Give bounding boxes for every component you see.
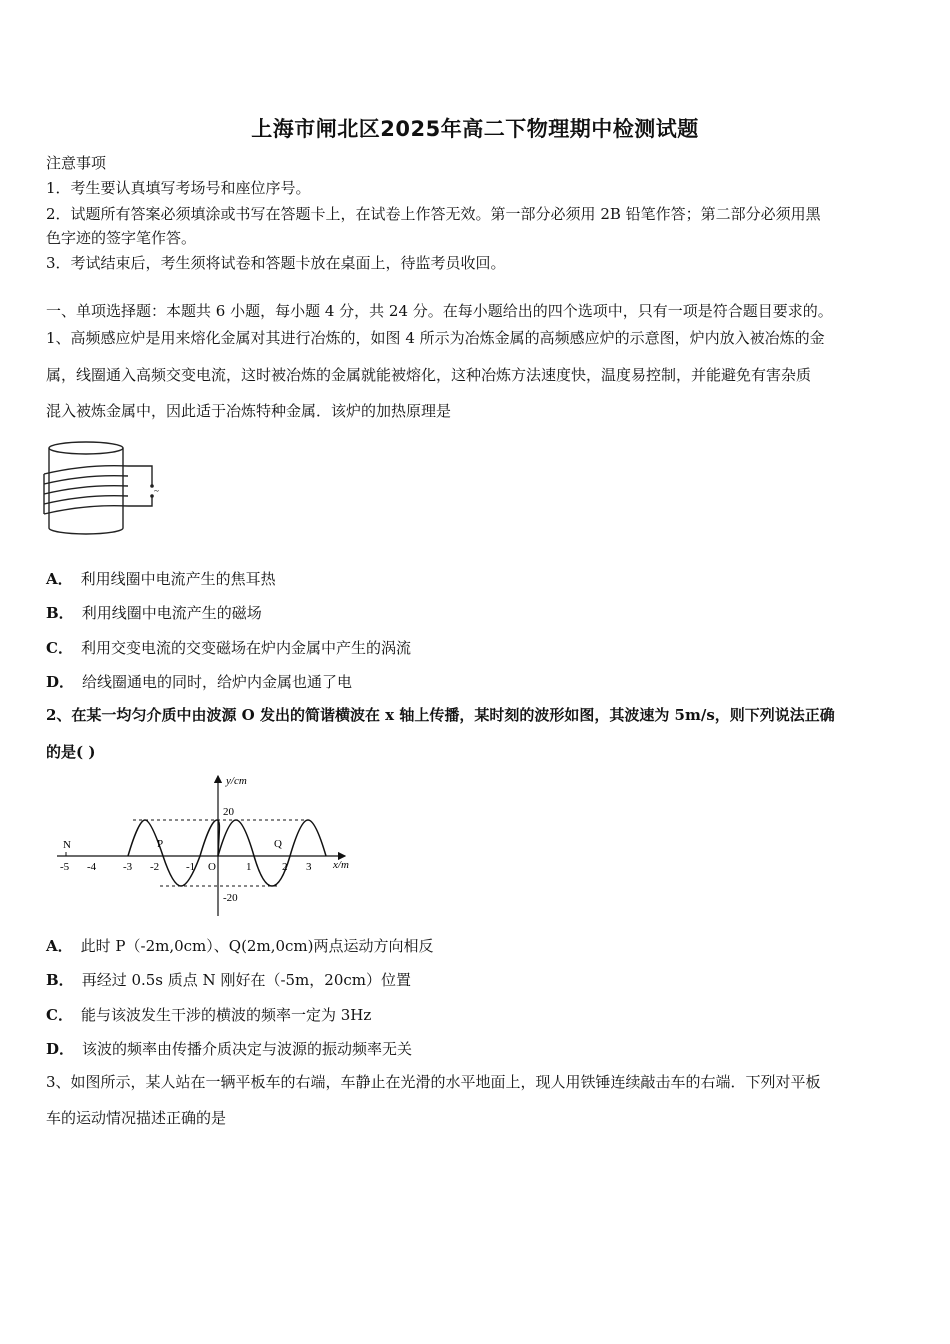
question-1-text: 混入被炼金属中，因此适于冶炼特种金属．该炉的加热原理是 <box>46 402 452 420</box>
amplitude-label: 20 <box>223 806 234 818</box>
option-c: C． 利用交变电流的交变磁场在炉内金属中产生的涡流 <box>46 639 411 657</box>
page-title: 上海市闸北区2025年高二下物理期中检测试题 <box>251 117 699 141</box>
question-2-text: 的是( ) <box>46 743 96 761</box>
option-d: D． 该波的频率由传播介质决定与波源的振动频率无关 <box>46 1040 413 1058</box>
x-tick: -1 <box>186 861 196 873</box>
x-tick: -4 <box>87 861 97 873</box>
option-c: C． 能与该波发生干涉的横波的频率一定为 3Hz <box>46 1006 372 1024</box>
x-tick: 1 <box>246 861 252 873</box>
option-d: D． 给线圈通电的同时，给炉内金属也通了电 <box>46 673 353 691</box>
x-tick: -3 <box>123 861 133 873</box>
notice-item: 1．考生要认真填写考场号和座位序号。 <box>46 179 311 197</box>
option-b: B． 利用线圈中电流产生的磁场 <box>46 604 262 622</box>
notice-item: 2．试题所有答案必须填涂或书写在答题卡上，在试卷上作答无效。第一部分必须用 2B 铅笔作答；第二部分必须用黑 <box>46 205 821 223</box>
x-tick: 3 <box>306 861 312 873</box>
question-3-text: 车的运动情况描述正确的是 <box>46 1109 227 1127</box>
notice-item: 色字迹的签字笔作答。 <box>46 229 197 247</box>
question-2-text: 2、在某一均匀介质中由波源 O 发出的简谐横波在 x 轴上传播，某时刻的波形如图，其波速为 5m/s，则下列说法正确 <box>46 706 835 724</box>
x-tick: O <box>208 861 216 873</box>
question-3-text: 3、如图所示，某人站在一辆平板车的右端，车静止在光滑的水平地面上，现人用铁锤连续敲击车的右端．下列对平板 <box>46 1073 821 1091</box>
question-1-text: 属，线圈通入高频交变电流，这时被冶炼的金属就能被熔化，这种冶炼方法速度快，温度易控制，并能避免有害杂质 <box>46 366 812 384</box>
point-label-q: Q <box>274 838 282 850</box>
notice-heading: 注意事项 <box>46 154 107 172</box>
x-axis-label: x/m <box>333 859 349 871</box>
question-1-text: 1、高频感应炉是用来熔化金属对其进行冶炼的，如图 4 所示为冶炼金属的高频感应炉的示意图，炉内放入被冶炼的金 <box>46 329 825 347</box>
neg-amplitude-label: -20 <box>223 892 238 904</box>
induction-furnace-figure <box>40 436 165 542</box>
x-tick: -5 <box>60 861 70 873</box>
point-label-p: P <box>157 838 164 850</box>
section-heading: 一、单项选择题：本题共 6 小题，每小题 4 分，共 24 分。在每小题给出的四个选项中，只有一项是符合题目要求的。 <box>46 302 833 320</box>
point-label-n: N <box>63 839 71 851</box>
notice-item: 3．考试结束后，考生须将试卷和答题卡放在桌面上，待监考员收回。 <box>46 254 506 272</box>
option-b: B． 再经过 0.5s 质点 N 刚好在（-5m，20cm）位置 <box>46 971 411 989</box>
wave-figure <box>55 770 355 920</box>
option-a: A． 利用线圈中电流产生的焦耳热 <box>46 570 276 588</box>
x-tick: -2 <box>150 861 160 873</box>
y-axis-label: y/cm <box>226 775 247 787</box>
option-a: A． 此时 P（-2m,0cm）、Q(2m,0cm)两点运动方向相反 <box>46 937 434 955</box>
ac-source-symbol: ~ <box>154 486 159 496</box>
x-tick: 2 <box>282 861 288 873</box>
